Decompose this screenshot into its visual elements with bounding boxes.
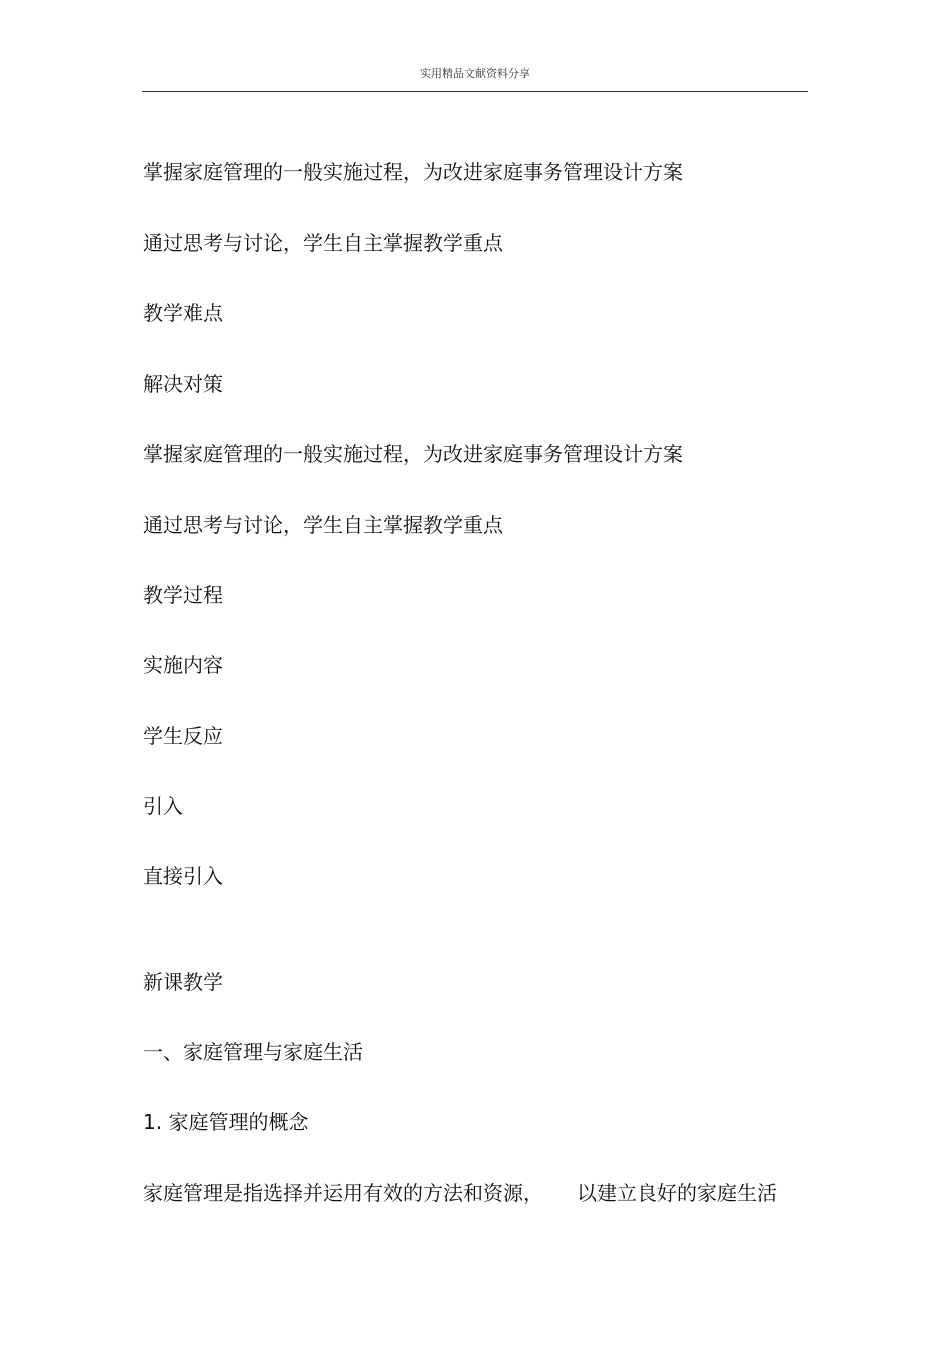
subsection-heading: 1. 家庭管理的概念: [143, 1110, 309, 1134]
paragraph-line: 实施内容: [143, 653, 223, 677]
header-divider: [142, 91, 808, 92]
paragraph-line: 引入: [143, 794, 183, 818]
paragraph-line: 解决对策: [143, 372, 223, 396]
paragraph-line: 直接引入: [143, 864, 223, 888]
paragraph-line: 通过思考与讨论，学生自主掌握教学重点: [143, 513, 503, 537]
paragraph-line: 新课教学: [143, 970, 223, 994]
paragraph-line: 学生反应: [143, 724, 223, 748]
paragraph-text-part: 家庭管理是指选择并运用有效的方法和资源，: [143, 1181, 543, 1205]
page-header: 实用精品文献资料分享: [420, 67, 530, 80]
section-heading: 一、家庭管理与家庭生活: [143, 1040, 363, 1064]
paragraph-line: 教学难点: [143, 301, 223, 325]
paragraph-line: 掌握家庭管理的一般实施过程，为改进家庭事务管理设计方案: [143, 442, 683, 466]
paragraph-text-part: 以建立良好的家庭生活: [577, 1181, 777, 1205]
paragraph-line: [143, 1179, 777, 1207]
paragraph-line: 通过思考与讨论，学生自主掌握教学重点: [143, 231, 503, 255]
paragraph-line: 掌握家庭管理的一般实施过程，为改进家庭事务管理设计方案: [143, 160, 683, 184]
paragraph-line: 教学过程: [143, 583, 223, 607]
